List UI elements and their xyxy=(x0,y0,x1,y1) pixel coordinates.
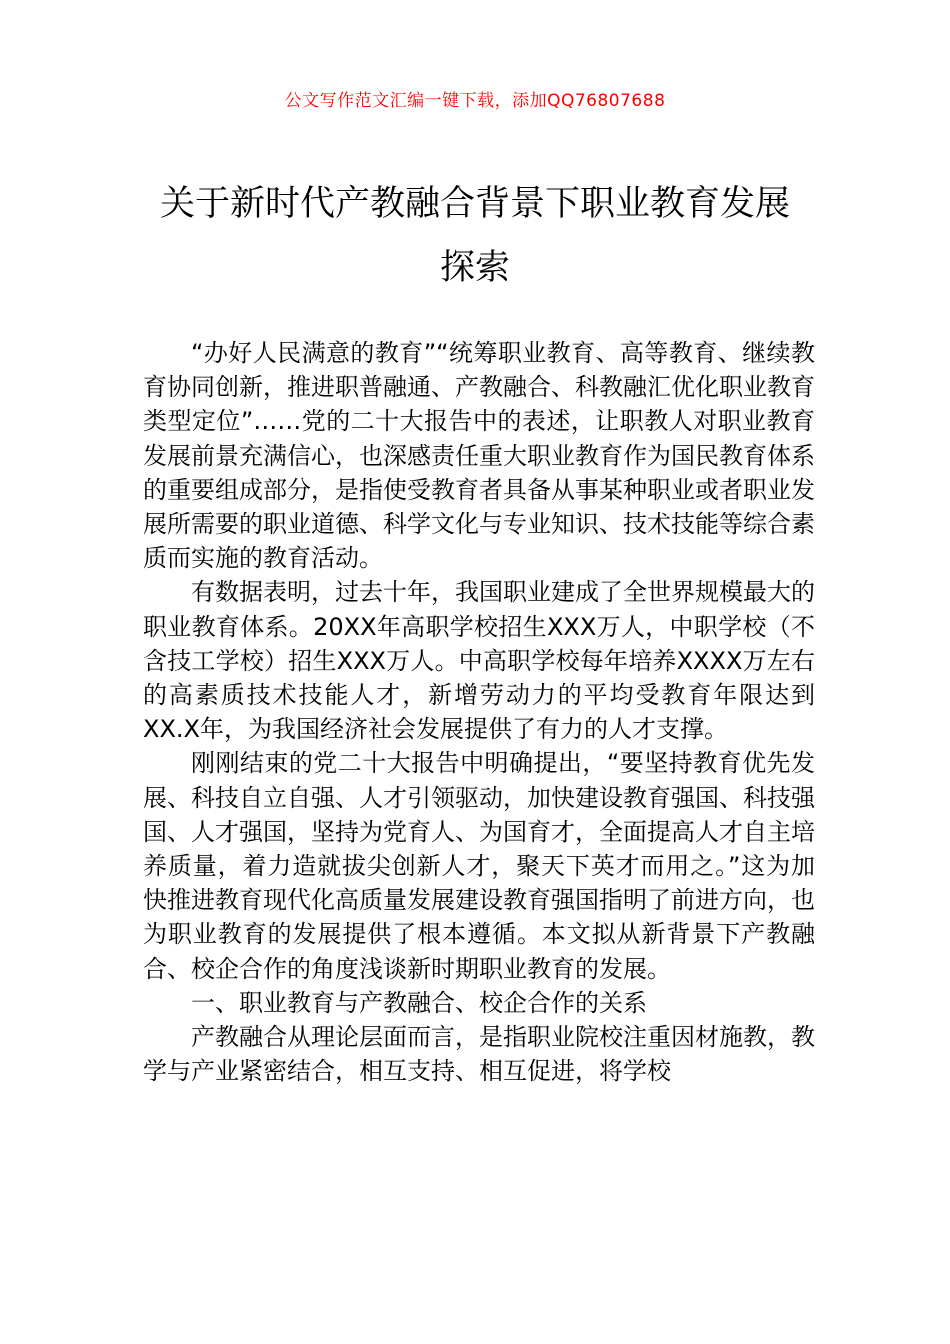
header-download-note: 公文写作范文汇编一键下载，添加QQ76807688 xyxy=(284,91,666,111)
document-title xyxy=(120,172,830,300)
paragraph-statistics: 有数据表明，过去十年，我国职业建成了全世界规模最大的职业教育体系。20XX年高职学校招生XXX万人，中职学校（不含技工学校）招生XXX万人。中高职学校每年培养XXXX万左右的高素质技术技能人才，新增劳动力的平均受教育年限达到XX.X年，为我国经济社会发展提供了有力的人才支撑。 xyxy=(143,578,815,744)
document-body xyxy=(143,336,815,1088)
title-line-2: 探索 xyxy=(439,248,510,288)
paragraph-definition: 产教融合从理论层面而言，是指职业院校注重因材施教，教学与产业紧密结合，相互支持、相互促进，将学校 xyxy=(143,1023,815,1086)
paragraph-intro: “办好人民满意的教育”“统筹职业教育、高等教育、继续教育协同创新，推进职普融通、产教融合、科教融汇优化职业教育类型定位”……党的二十大报告中的表述，让职教人对职业教育发展前景充满信心，也深感责任重大职业教育作为国民教育体系的重要组成部分，是指使受教育者具备从事某种职业或者职业发展所需要的职业道德、科学文化与专业知识、技术技能等综合素质而实施的教育活动。 xyxy=(143,339,815,573)
paragraph-report-quote: 刚刚结束的党二十大报告中明确提出，“要坚持教育优先发展、科技自立自强、人才引领驱动，加快建设教育强国、科技强国、人才强国，坚持为党育人、为国育才，全面提高人才自主培养质量，着力造就拔尖创新人才，聚天下英才而用之。”这为加快推进教育现代化高质量发展建设教育强国指明了前进方向，也为职业教育的发展提供了根本遵循。本文拟从新背景下产教融合、校企合作的角度浅谈新时期职业教育的发展。 xyxy=(143,749,815,983)
title-line-1: 关于新时代产教融合背景下职业教育发展 xyxy=(159,184,790,224)
section-heading-1: 一、职业教育与产教融合、校企合作的关系 xyxy=(191,988,647,1017)
